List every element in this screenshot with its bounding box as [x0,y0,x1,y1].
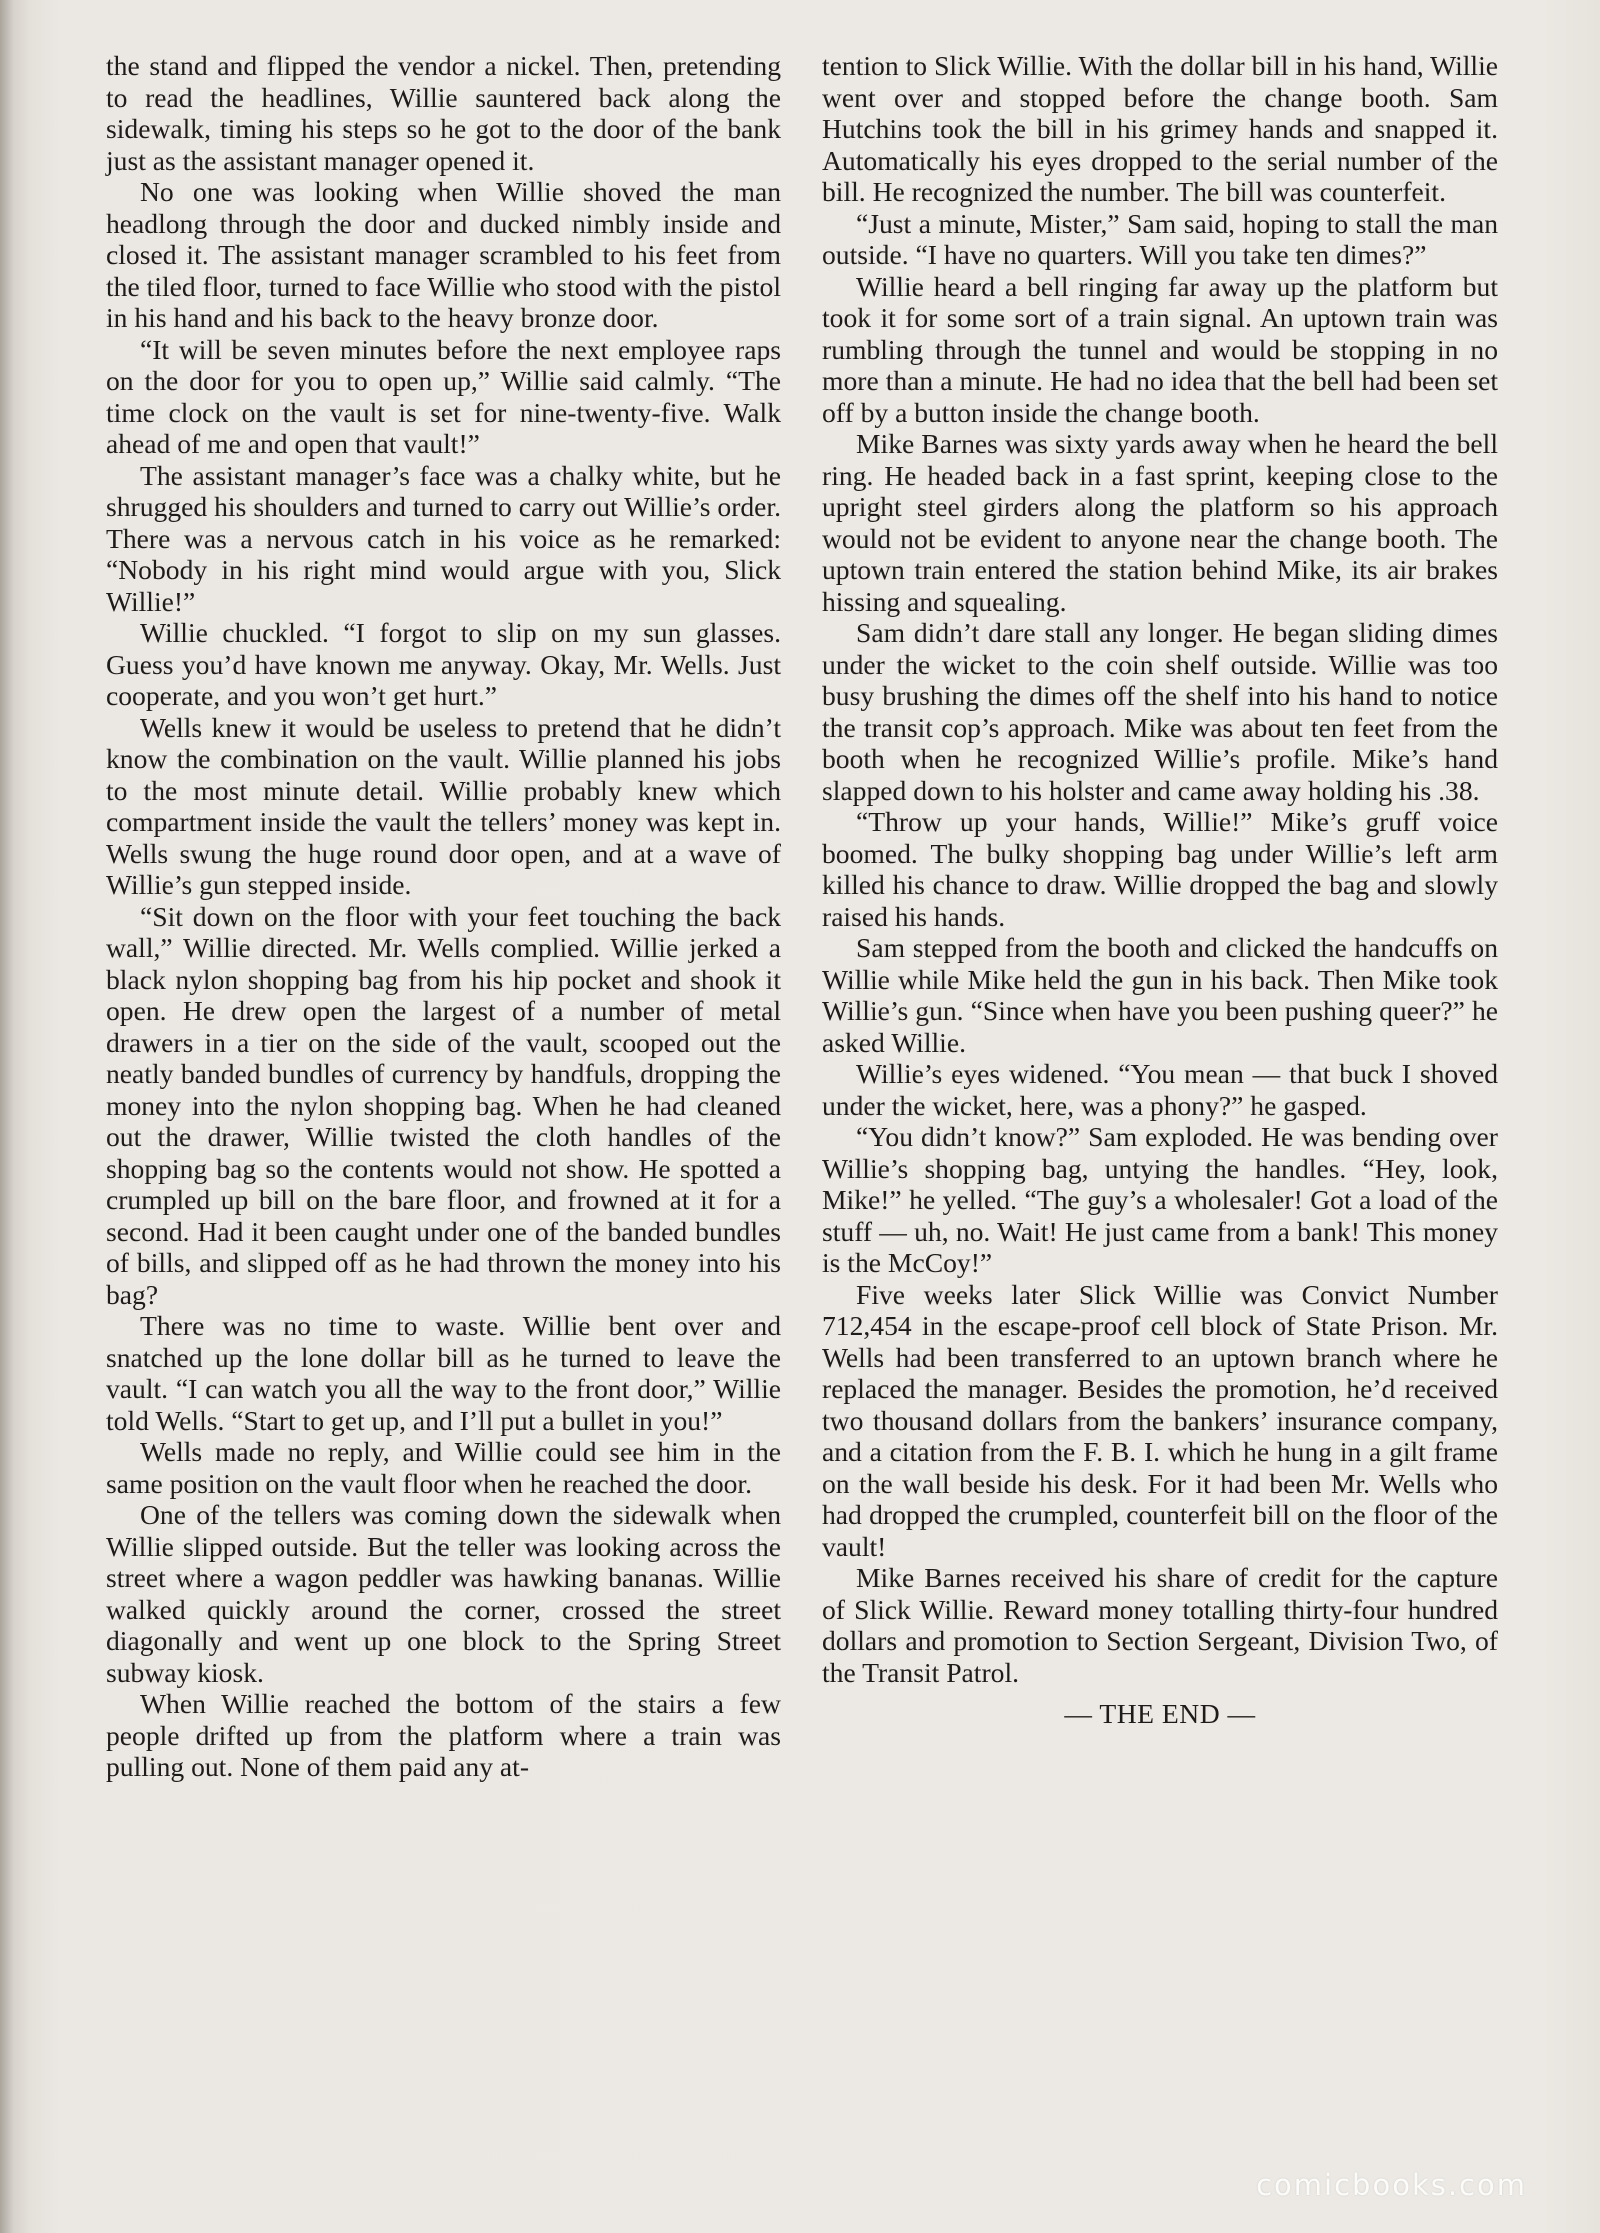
paragraph: The assistant manager’s face was a chalky white, but he shrugged his shoulders and turned to carry out Willie’s order. There was a nervous catch in his voice as he remarked: “Nobody in his right mind would argue with you, Slick Willie!” [106,459,781,617]
paragraph: One of the tellers was coming down the sidewalk when Willie slipped outside. But the teller was looking across the street where a wagon peddler was hawking bananas. Willie walked quickly around the corner, crossed the street diagonally and went up one block to the Spring Street subway kiosk. [106,1499,781,1688]
paragraph: tention to Slick Willie. With the dollar bill in his hand, Willie went over and stopped before the change booth. Sam Hutchins took the bill in his grimey hands and snapped it. Automatically his eyes dropped to the serial number of the bill. He recognized the number. The bill was counterfeit. [822,50,1498,207]
paragraph: Mike Barnes received his share of credit for the capture of Slick Willie. Reward money totalling thirty-four hundred dollars and promotion to Section Sergeant, Division Two, of the Transit Patrol. [822,1562,1498,1688]
paragraph: “You didn’t know?” Sam exploded. He was bending over Willie’s shopping bag, untying the handles. “Hey, look, Mike!” he yelled. “The guy’s a wholesaler! Got a load of the stuff — uh, no. Wait! He just came from a bank! This money is the McCoy!” [822,1121,1498,1278]
paragraph: Sam stepped from the booth and clicked the handcuffs on Willie while Mike held the gun in his back. Then Mike took Willie’s gun. “Since when have you been pushing queer?” he asked Willie. [822,932,1498,1058]
the-end-marker: — THE END — [1064,1698,1256,1729]
paragraph: Wells knew it would be useless to pretend that he didn’t know the combination on the vault. Willie planned his jobs to the most minute detail. Willie probably knew which compartment inside the vault the tellers’ money was kept in. Wells swung the huge round door open, and at a wave of Willie’s gun stepped inside. [106,711,781,900]
right-column [822,50,1498,1730]
paragraph: There was no time to waste. Willie bent over and snatched up the lone dollar bill as he turned to leave the vault. “I can watch you all the way to the front door,” Willie told Wells. “Start to get up, and I’ll put a bullet in you!” [106,1310,781,1436]
paragraph: “It will be seven minutes before the next employee raps on the door for you to open up,” Willie said calmly. “The time clock on the vault is set for nine-twenty-five. Walk ahead of me and open that vault!” [106,333,781,459]
paragraph: “Just a minute, Mister,” Sam said, hoping to stall the man outside. “I have no quarters. Will you take ten dimes?” [822,207,1498,270]
paragraph: Willie’s eyes widened. “You mean — that buck I shoved under the wicket, here, was a phony?” he gasped. [822,1058,1498,1121]
paragraph: the stand and flipped the vendor a nickel. Then, pretending to read the headlines, Willie sauntered back along the sidewalk, timing his steps so he got to the door of the bank just as the assistant manager opened it. [106,50,781,176]
page-binding-edge [0,0,14,2233]
paragraph: “Throw up your hands, Willie!” Mike’s gruff voice boomed. The bulky shopping bag under Willie’s left arm killed his chance to draw. Willie dropped the bag and slowly raised his hands. [822,806,1498,932]
paragraph: When Willie reached the bottom of the stairs a few people drifted up from the platform where a train was pulling out. None of them paid any at- [106,1688,781,1782]
paragraph: Willie heard a bell ringing far away up the platform but took it for some sort of a train signal. An uptown train was rumbling through the tunnel and would be stopping in no more than a minute. He had no idea that the bell had been set off by a button inside the change booth. [822,270,1498,428]
paragraph: No one was looking when Willie shoved the man headlong through the door and ducked nimbly inside and closed it. The assistant manager scrambled to his feet from the tiled floor, turned to face Willie who stood with the pistol in his hand and his back to the heavy bronze door. [106,176,781,333]
left-column [106,50,781,1783]
paragraph: Five weeks later Slick Willie was Convict Number 712,454 in the escape-proof cell block of State Prison. Mr. Wells had been transferred to an uptown branch where he replaced the manager. Besides the promotion, he’d received two thousand dollars from the bankers’ insurance company, and a citation from the F. B. I. which he hung in a gilt frame on the wall beside his desk. For it had been Mr. Wells who had dropped the crumpled, counterfeit bill on the floor of the vault! [822,1278,1498,1562]
paragraph: Willie chuckled. “I forgot to slip on my sun glasses. Guess you’d have known me anyway. Okay, Mr. Wells. Just cooperate, and you won’t get hurt.” [106,617,781,711]
paragraph: Mike Barnes was sixty yards away when he heard the bell ring. He headed back in a fast sprint, keeping close to the upright steel girders along the platform so his approach would not be evident to anyone near the change booth. The uptown train entered the station behind Mike, its air brakes hissing and squealing. [822,428,1498,617]
site-watermark: comicbooks.com [1256,2168,1527,2202]
paragraph: Wells made no reply, and Willie could see him in the same position on the vault floor when he reached the door. [106,1436,781,1499]
paragraph: “Sit down on the floor with your feet touching the back wall,” Willie directed. Mr. Wells complied. Willie jerked a black nylon shopping bag from his hip pocket and shook it open. He drew open the largest of a number of metal drawers in a tier on the side of the vault, scooped out the neatly banded bundles of currency by handfuls, dropping the money into the nylon shopping bag. When he had cleaned out the drawer, Willie twisted the cloth handles of the shopping bag so the contents would not show. He spotted a crumpled up bill on the bare floor, and frowned at it for a second. Had it been caught under one of the banded bundles of bills, and slipped off as he had thrown the money into his bag? [106,900,781,1310]
paragraph: Sam didn’t dare stall any longer. He began sliding dimes under the wicket to the coin shelf outside. Willie was too busy brushing the dimes off the shelf into his hand to notice the transit cop’s approach. Mike was about ten feet from the booth when he recognized Willie’s profile. Mike’s hand slapped down to his holster and came away holding his .38. [822,617,1498,806]
